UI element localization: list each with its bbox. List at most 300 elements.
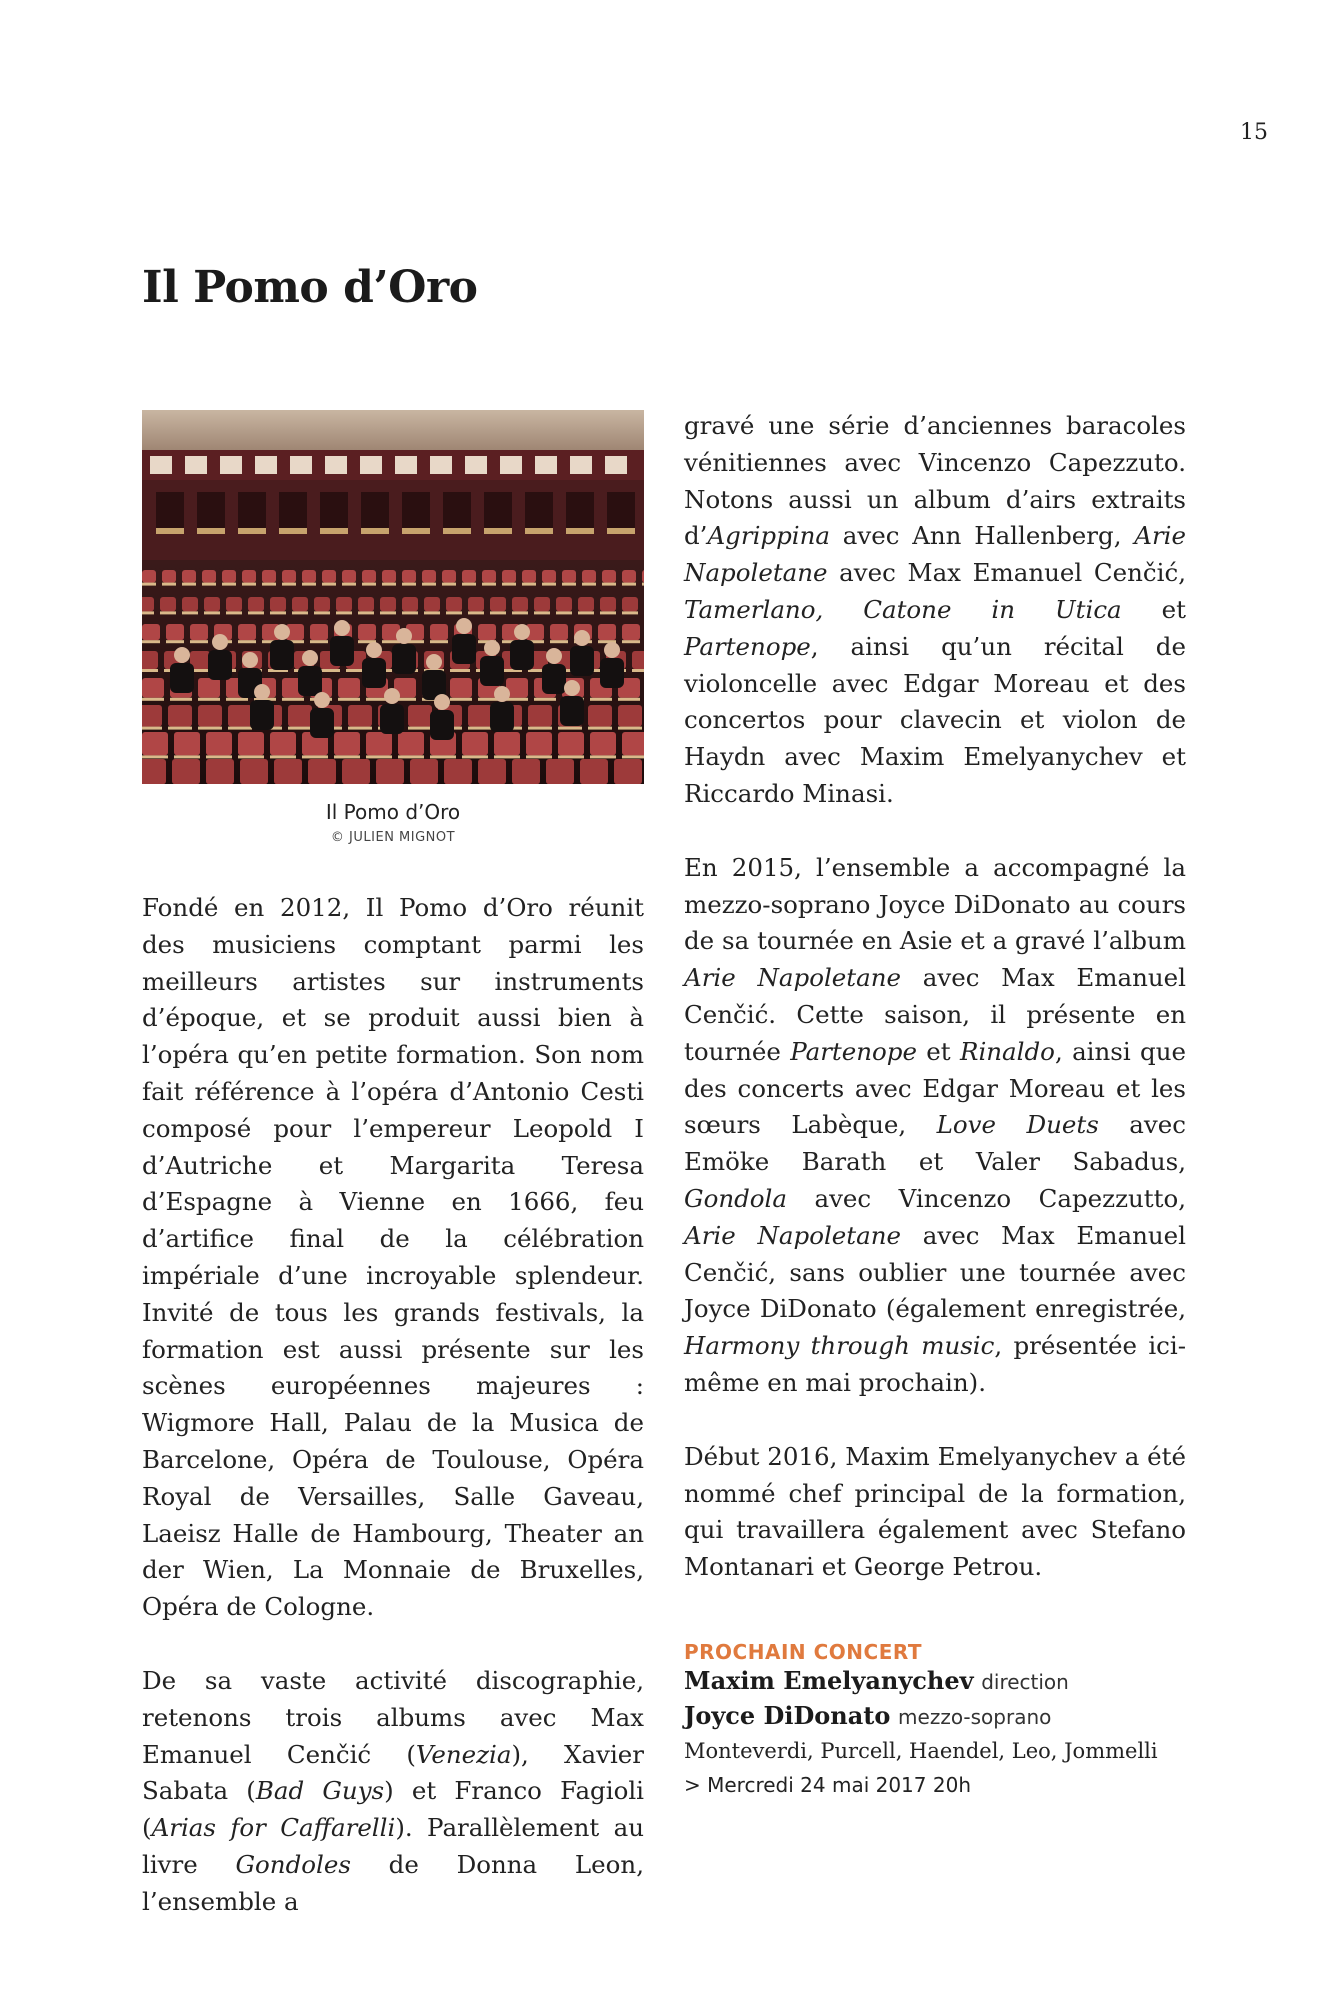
seat — [622, 624, 640, 640]
seat — [228, 705, 252, 727]
album-title: Bad Guys — [255, 1776, 385, 1806]
seat-rail — [338, 698, 360, 701]
paragraph-discography: De sa vaste activité discographie, retenons trois albums avec Max Emanuel Cenčić (Venezia), Xavier Sabata (Bad Guys) et Franco Fagioli (Arias for Caffarelli). Parallèlement au livre Gondoles de Donna Leon, l’ensemble a — [142, 1665, 645, 1916]
seat — [618, 705, 642, 727]
seat-rail — [242, 583, 256, 586]
performer-line — [684, 1699, 1204, 1734]
musician-head — [334, 620, 350, 636]
wall-box — [607, 492, 635, 528]
seat-rail — [222, 583, 236, 586]
musician-head — [274, 624, 290, 640]
concert-heading: PROCHAIN CONCERT — [684, 1640, 922, 1664]
musician-body — [480, 656, 504, 686]
seat-rail — [558, 755, 584, 758]
musician-head — [254, 684, 270, 700]
seat — [512, 759, 540, 784]
seat-rail — [402, 611, 418, 614]
seat — [622, 570, 636, 583]
right-column — [684, 408, 1186, 1623]
balcony-box — [360, 456, 382, 474]
paragraph-2015: En 2015, l’ensemble a accompagné la mezzo-soprano Joyce DiDonato au cours de sa tournée en Asie et a gravé l’album Arie Napoletane avec Max Emanuel Cenčić. Cette saison, il présente en tournée Partenope et Rinaldo, ainsi que des concerts avec Edgar Moreau et les sœurs Labèque, Love Duets avec Emöke Barath et Valer Sabadus, Gondola avec Vincenzo Capezzutto, Arie Napoletane avec Max Emanuel Cenčić, sans oublier une tournée avec Joyce DiDonato (également enregistrée, Harmony through music, présentée ici-même en mai prochain). — [684, 852, 1186, 1397]
seat-rail — [534, 698, 556, 701]
photo-balcony — [142, 450, 644, 480]
paragraph-2016: Début 2016, Maxim Emelyanychev a été nommé chef principal de la formation, qui travaillera également avec Stefano Montanari et George Petrou. — [684, 1441, 1186, 1582]
paragraph-history: Fondé en 2012, Il Pomo d’Oro réunit des musiciens comptant parmi les meilleurs artistes sur instruments d’époque, et se produit aussi bien à l’opéra qu’en petite formation. Son nom fait référence à l’opéra d’Antonio Cesti composé pour l’empereur Leopold I d’Autriche et Margarita Teresa d’Espagne à Vienne en 1666, feu d’artifice final de la célébration impériale d’une incroyable splendeur. Invité de tous les grands festivals, la formation est aussi présente sur les scènes européennes majeures : Wigmore Hall, Palau de la Musica de Barcelone, Opéra de Toulouse, Opéra Royal de Versailles, Salle Gaveau, Laeisz Halle de Hambourg, Theater an der Wien, La Monnaie de Bruxelles, Opéra de Cologne. — [142, 893, 644, 1622]
seat-rail — [398, 755, 424, 758]
seat-rail — [402, 583, 416, 586]
seat — [582, 570, 596, 583]
musician-body — [330, 636, 354, 666]
ensemble-photo — [142, 410, 644, 784]
seat — [160, 597, 176, 611]
musician-head — [426, 654, 442, 670]
balcony-box — [500, 456, 522, 474]
seat — [342, 570, 356, 583]
musician-head — [174, 647, 190, 663]
seat-rail — [590, 755, 616, 758]
seat-rail — [558, 727, 582, 730]
musician-body — [490, 702, 514, 732]
seat — [494, 732, 520, 755]
seat — [182, 597, 198, 611]
seat-rail — [142, 583, 156, 586]
seat — [270, 597, 286, 611]
wall-box — [525, 492, 553, 528]
seat — [450, 678, 472, 698]
seat — [342, 759, 370, 784]
seat-rail — [204, 611, 220, 614]
performer-name: Maxim Emelyanychev — [684, 1666, 974, 1695]
performer-role: mezzo-soprano — [898, 1705, 1052, 1729]
seat-rail — [314, 611, 330, 614]
seat — [206, 759, 234, 784]
performer-name: Joyce DiDonato — [684, 1701, 891, 1730]
seat — [262, 570, 276, 583]
page-title: Il Pomo d’Oro — [142, 262, 478, 313]
musician-head — [314, 692, 330, 708]
seat-rail — [622, 640, 640, 643]
musician-head — [604, 642, 620, 658]
seat — [240, 759, 268, 784]
seat-rail — [542, 583, 556, 586]
balcony-box — [290, 456, 312, 474]
seat-rail — [422, 583, 436, 586]
seat-rail — [468, 611, 484, 614]
seat-rail — [602, 583, 616, 586]
seat-rail — [442, 583, 456, 586]
paragraph-albums: gravé une série d’anciennes baracoles vénitiennes avec Vincenzo Capezzuto. Notons aussi un album d’airs extraits d’Agrippina avec Ann Hallenberg, Arie Napoletane avec Max Emanuel Cenčić, Tamerlano, Catone in Utica et Partenope, ainsi qu’un récital de violoncelle avec Edgar Moreau et des concertos pour clavecin et violon de Haydn avec Maxim Emelyanychev et Riccardo Minasi. — [684, 411, 1186, 808]
wall-box — [361, 492, 389, 528]
seat — [632, 651, 644, 669]
seat — [142, 651, 158, 669]
balcony-box — [325, 456, 347, 474]
seat-rail — [226, 698, 248, 701]
seat-rail — [358, 611, 374, 614]
musician-body — [600, 658, 624, 688]
balcony-box — [185, 456, 207, 474]
musician-body — [170, 663, 194, 693]
next-concert — [684, 1640, 1204, 1802]
seat — [462, 732, 488, 755]
seat — [248, 597, 264, 611]
seat — [490, 597, 506, 611]
seat — [580, 759, 608, 784]
seat — [430, 624, 448, 640]
seat — [622, 597, 638, 611]
concert-program: Monteverdi, Purcell, Haendel, Leo, Jommelli — [684, 1739, 1158, 1763]
wall-box — [402, 492, 430, 528]
seat-rail — [382, 640, 400, 643]
seat — [382, 570, 396, 583]
wall-box-rail — [361, 528, 389, 534]
seat — [238, 624, 256, 640]
seat — [242, 570, 256, 583]
seat — [590, 732, 616, 755]
seat — [222, 570, 236, 583]
seat-rail — [642, 583, 644, 586]
musician-head — [564, 680, 580, 696]
seat-rail — [578, 611, 594, 614]
seat — [292, 597, 308, 611]
wall-box — [238, 492, 266, 528]
seat — [588, 705, 612, 727]
musician-body — [392, 644, 416, 674]
seat-rail — [462, 755, 488, 758]
seat — [198, 678, 220, 698]
seat-rail — [522, 583, 536, 586]
wall-box-rail — [197, 528, 225, 534]
seat — [336, 597, 352, 611]
album-title: Arias for Caffarelli — [151, 1813, 396, 1843]
seat — [226, 597, 242, 611]
seat — [302, 570, 316, 583]
seat — [622, 732, 644, 755]
balcony-box — [465, 456, 487, 474]
musician-head — [574, 630, 590, 646]
seat — [310, 624, 328, 640]
seat-rail — [142, 640, 160, 643]
photo-caption — [142, 800, 644, 845]
balcony-box — [570, 456, 592, 474]
musician-body — [510, 640, 534, 670]
wall-box-rail — [566, 528, 594, 534]
wall-box-rail — [443, 528, 471, 534]
seat-rail — [528, 727, 552, 730]
musician-body — [542, 664, 566, 694]
seat — [512, 597, 528, 611]
musician-head — [212, 634, 228, 650]
seat — [534, 597, 550, 611]
seat-rail — [588, 727, 612, 730]
seat — [546, 759, 574, 784]
wall-box-rail — [238, 528, 266, 534]
seat — [402, 597, 418, 611]
seat — [174, 732, 200, 755]
wall-box — [279, 492, 307, 528]
wall-box — [443, 492, 471, 528]
seat — [334, 732, 360, 755]
seat — [462, 570, 476, 583]
seat — [162, 570, 176, 583]
seat-rail — [142, 611, 154, 614]
balcony-box — [535, 456, 557, 474]
seat — [444, 759, 472, 784]
seat-rail — [348, 727, 372, 730]
seat-rail — [162, 583, 176, 586]
seat — [424, 597, 440, 611]
seat-rail — [380, 611, 396, 614]
seat — [468, 597, 484, 611]
seat-rail — [362, 583, 376, 586]
seat — [348, 705, 372, 727]
wall-box — [484, 492, 512, 528]
musician-head — [434, 694, 450, 710]
musician-head — [384, 688, 400, 704]
seat-rail — [270, 611, 286, 614]
seat-rail — [282, 583, 296, 586]
seat — [358, 624, 376, 640]
seat-rail — [622, 611, 638, 614]
seat-rail — [342, 583, 356, 586]
seat — [182, 570, 196, 583]
seat — [142, 624, 160, 640]
album-title: Venezia — [415, 1739, 512, 1769]
seat — [314, 597, 330, 611]
seat-rail — [534, 611, 550, 614]
wall-box — [197, 492, 225, 528]
seat-rail — [238, 755, 264, 758]
seat — [502, 570, 516, 583]
balcony-box — [255, 456, 277, 474]
seat-rail — [142, 698, 164, 701]
seat — [522, 570, 536, 583]
seat — [478, 759, 506, 784]
balcony-box — [220, 456, 242, 474]
seat — [166, 624, 184, 640]
musician-head — [546, 648, 562, 664]
seat-rail — [270, 755, 296, 758]
seat — [598, 624, 616, 640]
seat-rail — [190, 640, 208, 643]
seat — [142, 732, 168, 755]
musician-head — [494, 686, 510, 702]
wall-box-rail — [607, 528, 635, 534]
musician-head — [396, 628, 412, 644]
wall-box — [156, 492, 184, 528]
musician-body — [250, 700, 274, 730]
seat-rail — [142, 669, 158, 672]
seat — [614, 759, 642, 784]
seat-rail — [282, 698, 304, 701]
seat — [446, 597, 462, 611]
seat-rail — [170, 698, 192, 701]
wall-box-rail — [484, 528, 512, 534]
seat — [478, 624, 496, 640]
seat-rail — [430, 755, 456, 758]
seat-rail — [494, 755, 520, 758]
seat-rail — [462, 583, 476, 586]
seat-rail — [238, 640, 256, 643]
seat — [526, 732, 552, 755]
seat-rail — [482, 583, 496, 586]
seat — [238, 732, 264, 755]
seat — [578, 597, 594, 611]
caption-title: Il Pomo d’Oro — [325, 800, 461, 824]
seat-rail — [366, 755, 392, 758]
seat-rail — [382, 583, 396, 586]
musician-head — [484, 640, 500, 656]
seat — [380, 597, 396, 611]
seat — [408, 705, 432, 727]
musician-body — [452, 634, 476, 664]
seat-rail — [228, 727, 252, 730]
musician-body — [362, 658, 386, 688]
seat — [398, 732, 424, 755]
wall-box-rail — [156, 528, 184, 534]
seat-rail — [288, 727, 312, 730]
seat — [602, 570, 616, 583]
seat-rail — [490, 611, 506, 614]
seat-rail — [206, 755, 232, 758]
seat-rail — [632, 669, 644, 672]
wall-box-rail — [525, 528, 553, 534]
seat-rail — [450, 669, 470, 672]
seat — [288, 705, 312, 727]
concert-date: > Mercredi 24 mai 2017 20h — [684, 1773, 971, 1797]
seat — [202, 570, 216, 583]
musician-head — [456, 618, 472, 634]
seat-rail — [336, 611, 352, 614]
musician-body — [310, 708, 334, 738]
seat — [422, 570, 436, 583]
musician-head — [242, 652, 258, 668]
seat-rail — [582, 583, 596, 586]
seat-rail — [430, 640, 448, 643]
seat — [410, 759, 438, 784]
seat — [402, 570, 416, 583]
seat-rail — [512, 611, 528, 614]
seat-rail — [248, 611, 264, 614]
seat-rail — [562, 583, 576, 586]
seat-rail — [600, 611, 616, 614]
seat — [322, 570, 336, 583]
book-title: Gondoles — [235, 1849, 351, 1879]
seat-rail — [322, 583, 336, 586]
left-column — [142, 890, 644, 1958]
seat-rail — [198, 698, 220, 701]
seat-rail — [142, 755, 168, 758]
seat — [550, 624, 568, 640]
musician-body — [570, 646, 594, 676]
seat — [542, 570, 556, 583]
balcony-box — [605, 456, 627, 474]
seat-rail — [506, 698, 528, 701]
performer-line — [684, 1664, 1204, 1699]
seat — [142, 678, 164, 698]
seat-rail — [202, 583, 216, 586]
balcony-box — [150, 456, 172, 474]
musician-body — [298, 666, 322, 696]
seat-rail — [590, 698, 612, 701]
seat-rail — [550, 640, 568, 643]
seat — [172, 759, 200, 784]
balcony-box — [395, 456, 417, 474]
seat-rail — [556, 611, 572, 614]
seat-rail — [446, 611, 462, 614]
seat-rail — [160, 611, 176, 614]
seat-rail — [302, 755, 328, 758]
wall-box-rail — [279, 528, 307, 534]
seat-rail — [226, 611, 242, 614]
seat — [366, 732, 392, 755]
seat — [442, 570, 456, 583]
seat-rail — [408, 727, 432, 730]
musician-head — [302, 650, 318, 666]
seat — [642, 570, 644, 583]
wall-box — [320, 492, 348, 528]
seat — [142, 759, 166, 784]
musician-body — [270, 640, 294, 670]
seat-rail — [182, 611, 198, 614]
seat-rail — [174, 755, 200, 758]
seat — [308, 759, 336, 784]
musician-body — [208, 650, 232, 680]
seat-rail — [310, 640, 328, 643]
seat-rail — [618, 698, 640, 701]
seat-rail — [168, 727, 192, 730]
seat-rail — [292, 611, 308, 614]
musician-body — [560, 696, 584, 726]
seat-rail — [622, 583, 636, 586]
wall-box-rail — [320, 528, 348, 534]
page-number: 15 — [1240, 120, 1268, 145]
seat — [468, 705, 492, 727]
seat-rail — [262, 583, 276, 586]
musician-body — [430, 710, 454, 740]
seat — [358, 597, 374, 611]
seat-rail — [182, 583, 196, 586]
musician-body — [380, 704, 404, 734]
seat — [482, 570, 496, 583]
seat-rail — [302, 583, 316, 586]
seat — [556, 597, 572, 611]
seat — [528, 705, 552, 727]
seat — [206, 732, 232, 755]
seat — [558, 732, 584, 755]
wall-box-rail — [402, 528, 430, 534]
seat-rail — [166, 640, 184, 643]
seat-rail — [502, 583, 516, 586]
seat — [274, 759, 302, 784]
musician-head — [514, 624, 530, 640]
seat — [142, 597, 154, 611]
seat-rail — [424, 611, 440, 614]
seat-rail — [622, 755, 644, 758]
seat — [362, 570, 376, 583]
performer-role: direction — [981, 1670, 1069, 1694]
seat-rail — [142, 727, 162, 730]
seat-rail — [320, 669, 340, 672]
seat — [198, 705, 222, 727]
seat — [376, 759, 404, 784]
seat — [168, 705, 192, 727]
seat — [562, 570, 576, 583]
seat — [190, 624, 208, 640]
seat — [338, 678, 360, 698]
wall-box — [566, 492, 594, 528]
seat — [270, 732, 296, 755]
caption-credit: © JULIEN MIGNOT — [330, 830, 456, 845]
